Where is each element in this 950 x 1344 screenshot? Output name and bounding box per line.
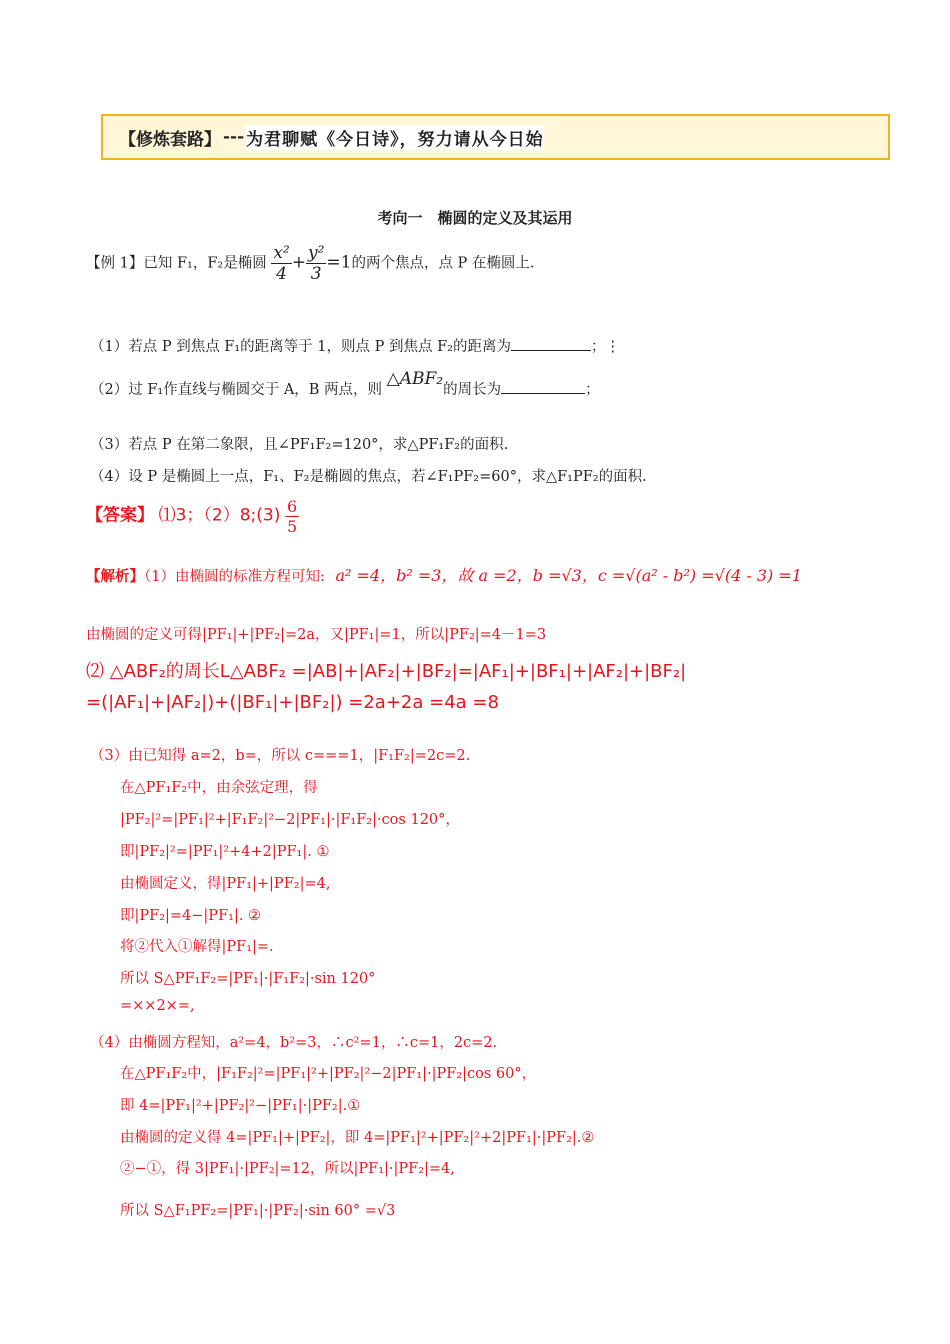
s4-line-0: （4）由椭圆方程知，a²=4，b²=3，∴c²=1，∴c=1，2c=2. <box>90 1035 498 1051</box>
answer-line <box>86 497 299 536</box>
s3-line-7: 所以 S△PF₁F₂=|PF₁|·|F₁F₂|·sin 120° <box>120 971 376 987</box>
section-banner <box>101 114 890 160</box>
s3-line-3: 即|PF₂|²=|PF₁|²+4+2|PF₁|. ① <box>120 844 330 860</box>
banner-tag: 【修炼套路】 <box>119 129 221 150</box>
analysis-line-4: =(|AF₁|+|AF₂|)+(|BF₁|+|BF₂|) =2a+2a =4a =8 <box>86 692 499 713</box>
example-line: 【例 1】已知 F₁，F₂是椭圆 $\frac{\text{x²}}{4}$ + $\frac{\text{y²}}{3}$ =1的两个焦点，点 P 在椭圆上. <box>86 243 535 284</box>
s3-line-5: 即|PF₂|=4−|PF₁|. ② <box>120 908 262 924</box>
s3-line-1: 在△PF₁F₂中，由余弦定理，得 <box>120 780 318 796</box>
triangle-abf2: △ABF₂ <box>386 369 444 389</box>
answer-blank-2 <box>501 379 585 394</box>
analysis-line-2: 由椭圆的定义可得|PF₁|+|PF₂|=2a，又|PF₁|=1，所以|PF₂|=4－1=3 <box>86 627 547 643</box>
example-label: 【例 1】 <box>86 255 144 272</box>
question-3: （3）若点 P 在第二象限，且∠PF₁F₂=120°，求△PF₁F₂的面积. <box>90 437 509 453</box>
s3-line-8: =××2×=, <box>120 998 195 1014</box>
question-2: （2）过 F₁作直线与椭圆交于 A，B 两点，则 △ABF₂的周长为 ； <box>90 369 600 398</box>
s3-line-6: 将②代入①解得|PF₁|=. <box>120 939 274 955</box>
question-4: （4）设 P 是椭圆上一点，F₁、F₂是椭圆的焦点，若∠F₁PF₂=60°，求△F₁PF₂的面积. <box>90 469 647 485</box>
answer-label: 【答案】 <box>86 505 154 526</box>
example-before: 已知 F₁，F₂是椭圆 <box>143 255 267 272</box>
example-after: 的两个焦点，点 P 在椭圆上. <box>351 255 535 272</box>
fraction-y: $\frac{\text{y²}}{3}$ <box>307 243 325 284</box>
s4-line-4: ②−①，得 3|PF₁|·|PF₂|=12，所以|PF₁|·|PF₂|=4, <box>120 1161 455 1177</box>
banner-slogan: 为君聊赋《今日诗》，努力请从今日始 <box>246 125 544 150</box>
s3-line-2: |PF₂|²=|PF₁|²+|F₁F₂|²−2|PF₁|·|F₁F₂|·cos 120°， <box>120 812 460 828</box>
s4-line-5: 所以 S△F₁PF₂=|PF₁|·|PF₂|·sin 60° =√3 <box>120 1203 396 1219</box>
section-title: 考向一 椭圆的定义及其运用 <box>377 209 573 227</box>
analysis-line-1: 【解析】（1）由椭圆的标准方程可知: a² =4，b² =3，故 a =2，b =√3，c =√(a² - b²) =√(4 - 3) =1 <box>86 566 802 585</box>
answer-text: ⑴3；（2）8;(3) <box>158 505 281 526</box>
question-1: （1）若点 P 到焦点 F₁的距离等于 1，则点 P 到焦点 F₂的距离为 ；⋮ <box>90 335 620 356</box>
answer-blank-1 <box>511 336 591 351</box>
analysis-line-3: ⑵ △ABF₂的周长L△ABF₂ =|AB|+|AF₂|+|BF₂|=|AF₁|+|BF₁|+|AF₂|+|BF₂| <box>86 661 687 682</box>
analysis-label: 【解析】 <box>86 569 144 585</box>
banner-dash: --- <box>223 127 245 147</box>
s4-line-3: 由椭圆的定义得 4=|PF₁|+|PF₂|，即 4=|PF₁|²+|PF₂|²+2|PF₁|·|PF₂|.② <box>120 1130 595 1146</box>
answer-fraction: $\frac{6}{5}$ <box>286 497 298 536</box>
s4-line-1: 在△PF₁F₂中，|F₁F₂|²=|PF₁|²+|PF₂|²−2|PF₁|·|PF₂|cos 60°， <box>120 1066 537 1082</box>
s4-line-2: 即 4=|PF₁|²+|PF₂|²−|PF₁|·|PF₂|.① <box>120 1098 361 1114</box>
fraction-x: $\frac{\text{x²}}{4}$ <box>273 243 290 284</box>
s3-line-4: 由椭圆定义，得|PF₁|+|PF₂|=4, <box>120 876 331 892</box>
s3-line-0: （3）由已知得 a=2，b=，所以 c===1，|F₁F₂|=2c=2. <box>90 748 471 764</box>
